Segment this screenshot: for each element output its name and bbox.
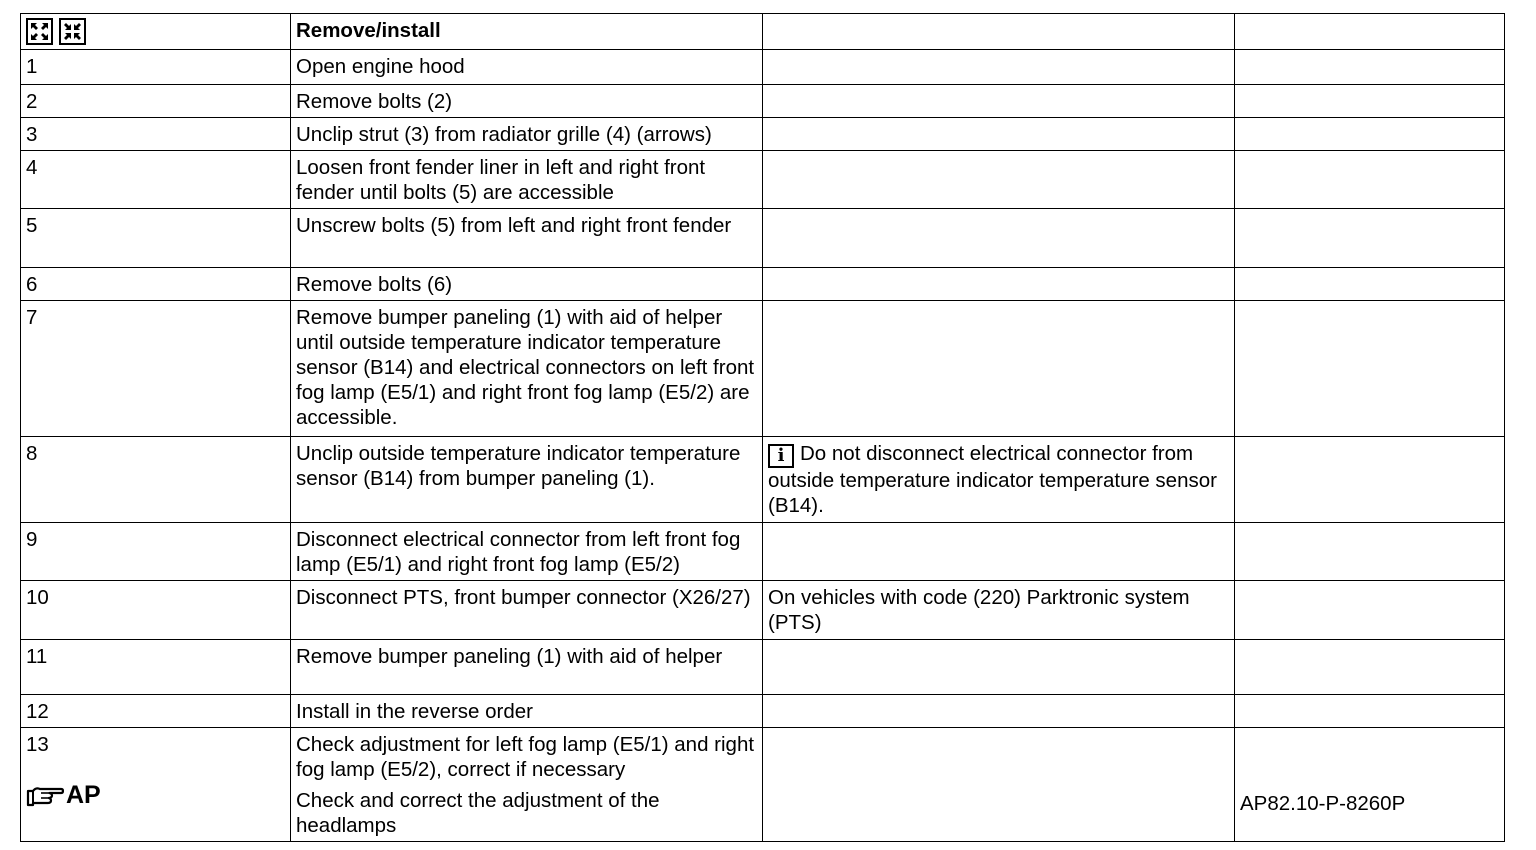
step-note xyxy=(763,268,1235,301)
header-empty-cell xyxy=(763,14,1235,50)
step-action: Loosen front fender liner in left and right front fender until bolts (5) are accessible xyxy=(291,151,763,209)
step-action: Unclip strut (3) from radiator grille (4) (arrows) xyxy=(291,118,763,151)
header-icons-cell xyxy=(21,14,291,50)
step-action: Install in the reverse order xyxy=(291,695,763,728)
step-ref xyxy=(1235,581,1505,640)
step-ref xyxy=(1235,151,1505,209)
pointing-hand-icon xyxy=(26,785,64,807)
step-number: 12 xyxy=(21,695,291,728)
table-row xyxy=(21,151,1505,209)
step-ref xyxy=(1235,695,1505,728)
step-action: Remove bolts (6) xyxy=(291,268,763,301)
step-number: 10 xyxy=(21,581,291,640)
ap-reference-cell xyxy=(1235,728,1505,842)
step-action: Remove bumper paneling (1) with aid of helper xyxy=(291,640,763,695)
table-row xyxy=(21,640,1505,695)
step-number: 3 xyxy=(21,118,291,151)
step-action: Disconnect electrical connector from left front fog lamp (E5/1) and right front fog lamp (E5/2) xyxy=(291,523,763,581)
step-note xyxy=(763,118,1235,151)
step-note: Do not disconnect electrical connector from outside temperature indicator temperature sensor (B14). xyxy=(768,442,1217,517)
step-note xyxy=(763,85,1235,118)
header-title: Remove/install xyxy=(291,14,763,50)
step-number: 2 xyxy=(21,85,291,118)
step-ref xyxy=(1235,301,1505,437)
step-action-cell xyxy=(291,728,763,842)
step-number: 9 xyxy=(21,523,291,581)
step-ref xyxy=(1235,437,1505,523)
step-number: 8 xyxy=(21,437,291,523)
table-row xyxy=(21,118,1505,151)
header-empty-cell xyxy=(1235,14,1505,50)
table-header-row xyxy=(21,14,1505,50)
step-note xyxy=(763,523,1235,581)
step-note xyxy=(763,151,1235,209)
step-note xyxy=(763,640,1235,695)
step-number: 13 xyxy=(26,733,49,756)
step-action: Remove bolts (2) xyxy=(291,85,763,118)
step-action: Check adjustment for left fog lamp (E5/1) and right fog lamp (E5/2), correct if necessary xyxy=(296,733,755,781)
step-action: Open engine hood xyxy=(291,50,763,85)
step-note: On vehicles with code (220) Parktronic system (PTS) xyxy=(763,581,1235,640)
table-row xyxy=(21,301,1505,437)
step-action: Remove bumper paneling (1) with aid of helper until outside temperature indicator temperature sensor (B14) and electrical connectors on left front fog lamp (E5/1) and right front fog lamp (E5/2) are accessible. xyxy=(291,301,763,437)
step-number-cell xyxy=(21,728,291,842)
ap-marker xyxy=(26,783,101,808)
ap-reference-link[interactable]: AP82.10-P-8260P xyxy=(1240,792,1406,815)
collapse-arrows-icon[interactable] xyxy=(59,18,86,45)
info-icon: i xyxy=(768,444,794,468)
step-ref xyxy=(1235,268,1505,301)
table-row xyxy=(21,581,1505,640)
table-row xyxy=(21,695,1505,728)
step-number: 4 xyxy=(21,151,291,209)
step-note xyxy=(763,301,1235,437)
step-action: Unscrew bolts (5) from left and right front fender xyxy=(291,209,763,268)
step-ref xyxy=(1235,85,1505,118)
step-number: 1 xyxy=(21,50,291,85)
step-note-cell xyxy=(763,437,1235,523)
table-row xyxy=(21,523,1505,581)
step-number: 5 xyxy=(21,209,291,268)
step-ref xyxy=(1235,118,1505,151)
step-number: 7 xyxy=(21,301,291,437)
step-ref xyxy=(1235,50,1505,85)
step-action: Unclip outside temperature indicator temperature sensor (B14) from bumper paneling (1). xyxy=(291,437,763,523)
step-ref xyxy=(1235,209,1505,268)
step-note xyxy=(763,695,1235,728)
step-note xyxy=(763,209,1235,268)
step-action: Disconnect PTS, front bumper connector (X26/27) xyxy=(291,581,763,640)
step-ref xyxy=(1235,523,1505,581)
table-row xyxy=(21,50,1505,85)
table-row xyxy=(21,728,1505,842)
ap-action: Check and correct the adjustment of the headlamps xyxy=(296,789,660,837)
step-ref xyxy=(1235,640,1505,695)
step-note xyxy=(763,50,1235,85)
table-row xyxy=(21,437,1505,523)
expand-arrows-icon[interactable] xyxy=(26,18,53,45)
procedure-table xyxy=(20,13,1505,842)
ap-label: AP xyxy=(66,781,101,809)
table-row xyxy=(21,268,1505,301)
table-row xyxy=(21,209,1505,268)
step-note xyxy=(763,728,1235,842)
table-row xyxy=(21,85,1505,118)
step-number: 6 xyxy=(21,268,291,301)
step-number: 11 xyxy=(21,640,291,695)
